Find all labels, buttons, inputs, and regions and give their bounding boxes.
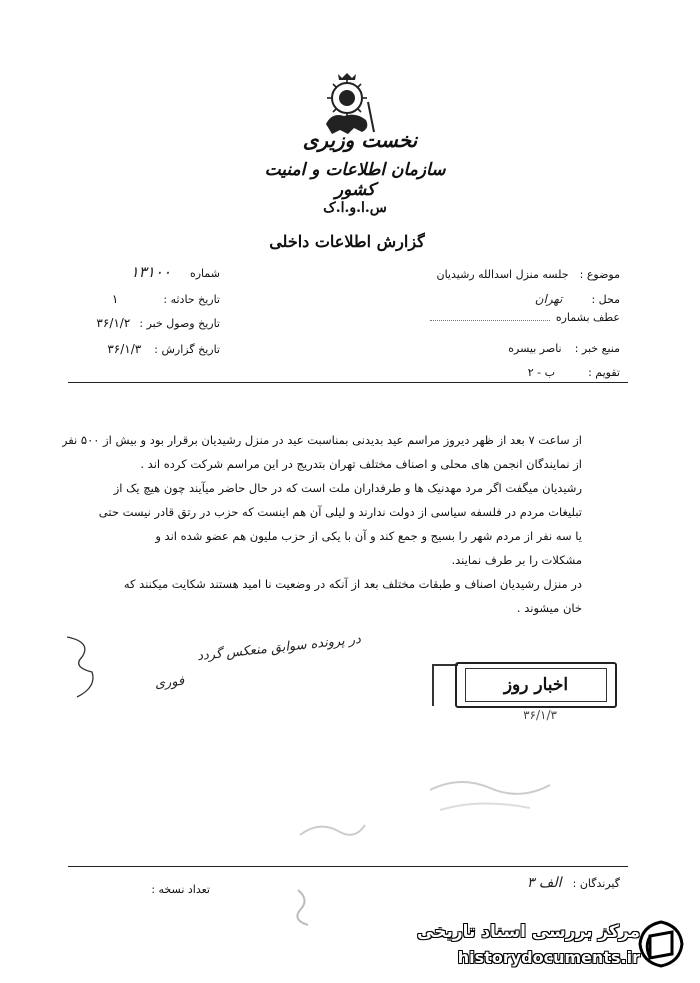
office-stamp — [455, 662, 617, 708]
header-divider — [68, 382, 628, 383]
recipients-label: گیرندگان : — [572, 877, 620, 890]
archive-url: historydocuments.ir — [457, 948, 640, 967]
place-value: تهران — [534, 292, 563, 306]
archive-logo-icon — [636, 918, 686, 970]
handwritten-note-line: در پرونده سوابق منعکس گردد — [196, 632, 362, 665]
recipients-value: الف ۳ — [526, 875, 562, 891]
report-body — [62, 428, 582, 620]
body-line: تبلیغات مردم در فلسفه سیاسی از دولت ندارند و لیلی آن هم اینست که حزب در رتق قادر نیست حتی — [98, 505, 582, 519]
body-line: مشکلات را بر طرف نمایند. — [451, 553, 582, 567]
number-field — [40, 262, 220, 281]
body-line: از ساعت ۷ بعد از ظهر دیروز مراسم عید بدیدنی بمناسبت عید در منزل رشیدیان برقرار بود و بیش از ۵۰۰ نفر — [62, 433, 582, 447]
recipients-field — [420, 872, 620, 891]
subject-field — [360, 263, 620, 282]
subject-value: جلسه منزل اسدالله رشیدیان — [436, 268, 569, 281]
subject-label: موضوع : — [579, 268, 620, 281]
body-line: یا سه نفر از مردم شهر را بسیج و جمع کند و آن با یکی از حزب ملیون هم عضو شده اند و — [155, 529, 582, 543]
handwritten-note — [62, 632, 364, 701]
report-date-label: تاریخ گزارش : — [154, 343, 220, 356]
evaluation-label: تقویم : — [588, 366, 620, 379]
faint-stamp-mark — [420, 770, 560, 820]
copies-label: تعداد نسخه : — [151, 883, 210, 896]
footer-divider — [68, 866, 628, 867]
ministry-title: نخست وزیری — [302, 128, 418, 152]
number-value: ۱۳۱۰۰ — [130, 263, 171, 281]
stamp-date: ۳۶/۱/۳ — [523, 708, 557, 722]
incident-date-label: تاریخ حادثه : — [163, 293, 220, 306]
handwritten-scribble-icon — [62, 632, 102, 702]
source-label: منبع خبر : — [574, 342, 620, 355]
evaluation-field — [360, 361, 620, 380]
body-line: رشیدیان میگفت اگر مرد مهدنیک ها و طرفداران ملت است که در حال حاضر میآیند چون هیچ یک از — [113, 481, 582, 495]
evaluation-value: ب - ۲ — [527, 366, 555, 379]
report-type-title: گزارش اطلاعات داخلی — [269, 232, 425, 251]
faint-mark — [290, 810, 370, 850]
faint-mark — [290, 885, 320, 930]
archive-name: مرکز بررسی اسناد تاریخی — [417, 922, 640, 942]
stamp-text: اخبار روز — [465, 668, 607, 702]
body-line: از نمایندگان انجمن های محلی و اصناف مختلف تهران بتدریج در این مراسم شرکت کرده اند . — [140, 457, 582, 471]
receipt-date-value: ۳۶/۱/۲ — [96, 316, 131, 330]
report-date-value: ۳۶/۱/۳ — [107, 342, 142, 356]
receipt-date-field — [20, 312, 220, 331]
place-field — [360, 288, 620, 307]
incident-date-value: ۱ — [111, 292, 119, 306]
incident-date-field — [40, 288, 220, 307]
body-line: خان میشوند . — [516, 601, 582, 615]
reference-dotted-line — [430, 319, 550, 321]
place-label: محل : — [591, 293, 620, 306]
organization-code: س.ا.و.ا.ک — [323, 200, 387, 216]
number-label: شماره — [189, 267, 220, 280]
receipt-date-label: تاریخ وصول خبر : — [139, 317, 220, 330]
reference-field — [360, 311, 620, 324]
reference-label: عطف بشماره — [555, 311, 620, 324]
organization-name: سازمان اطلاعات و امنیت کشور — [264, 160, 446, 200]
report-date-field — [20, 338, 220, 357]
body-line: در منزل رشیدیان اصناف و طبقات مختلف بعد از آنکه در وضعیت نا امید هستند شکایت میکنند که — [123, 577, 582, 591]
source-value: ناصر بیسره — [508, 342, 562, 355]
copies-field — [90, 878, 210, 897]
source-field — [360, 337, 620, 356]
handwritten-note-line: فوری — [154, 673, 185, 692]
